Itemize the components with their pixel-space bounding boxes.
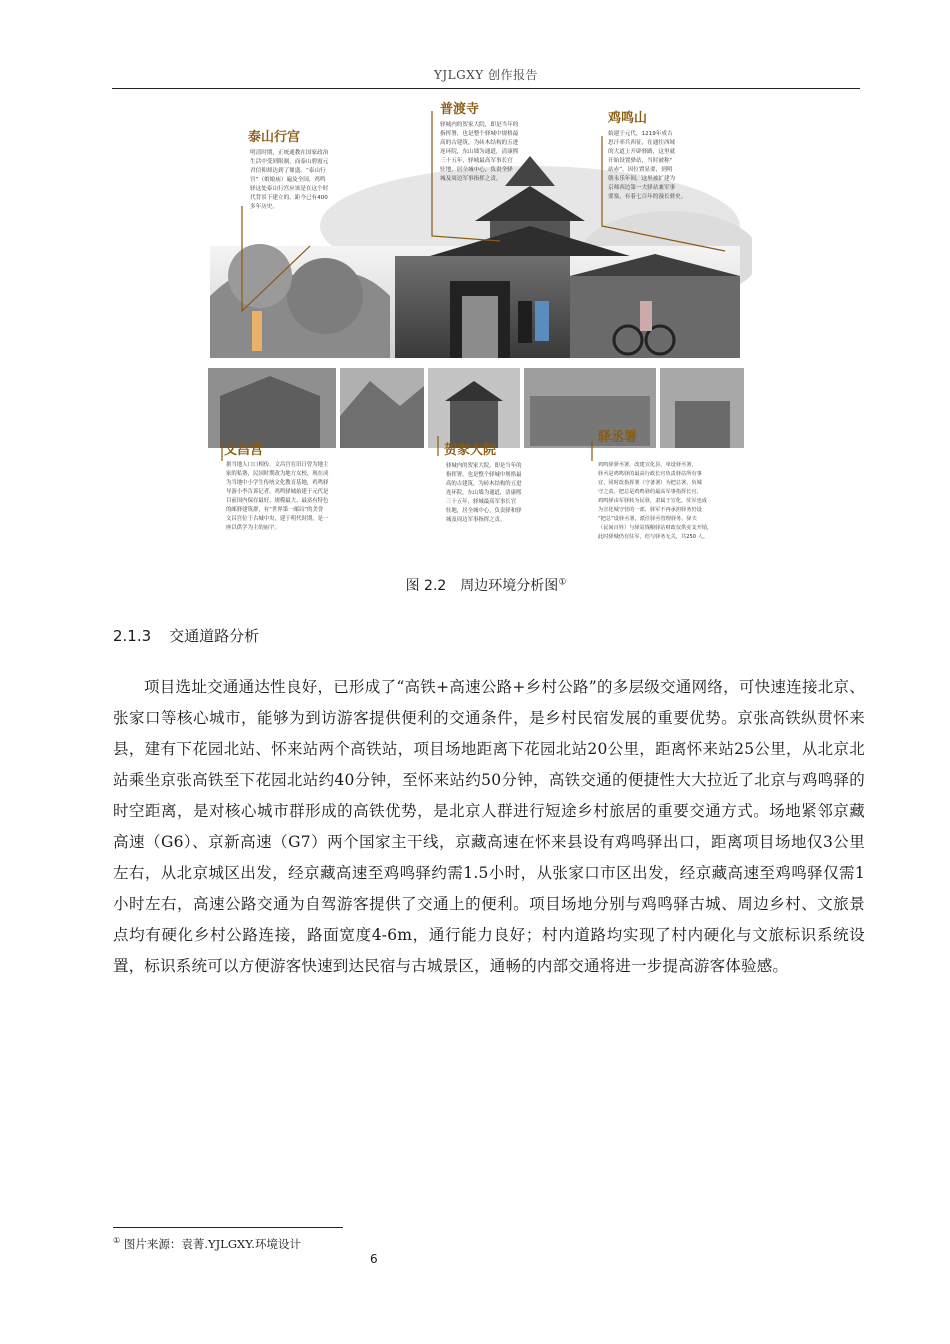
svg-text:驻地，居全城中心，负责驿和驿: 驻地，居全城中心，负责驿和驿 [446,508,522,514]
svg-text:驿丞是鸡鸣驿的最高行政长官负责驿站所有事: 驿丞是鸡鸣驿的最高行政长官负责驿站所有事 [598,471,702,477]
footnote-mark: ① [113,1236,121,1246]
figure-label-hejiadayuan [444,442,522,523]
label-title: 泰山行宫 [248,130,301,145]
svg-text:文昌宫位于古城中央，建于明代时期，是一: 文昌宫位于古城中央，建于明代时期，是一 [226,516,329,522]
svg-text:三十五年，驿城最高军事长官: 三十五年，驿城最高军事长官 [446,499,517,505]
svg-text:目前国内保存最好，规模最大、最富有特色: 目前国内保存最好，规模最大、最富有特色 [226,498,329,504]
svg-text:开始设置驿站，当时被称“: 开始设置驿站，当时被称“ [608,158,673,164]
caption-text: 图 2.2 周边环境分析图 [405,578,559,594]
svg-text:思汗率兵西征，在通往西域: 思汗率兵西征，在通往西域 [608,140,676,146]
svg-text:要塞，有着七百年的漫长驿史。: 要塞，有着七百年的漫长驿史。 [608,194,687,200]
figure-caption [112,575,860,595]
svg-text:“把总”设驿丞署，派任驿丞管理驿务、驿夫: “把总”设驿丞署，派任驿丞管理驿务、驿夫 [598,516,697,522]
svg-text:贺家大院: 贺家大院 [444,443,497,458]
svg-text:此时驿城仍有驻军，但与驿务无关，共250 人。: 此时驿城仍有驻军，但与驿务无关，共250 人。 [598,534,709,540]
svg-text:站赤”。因位置显要，到明: 站赤”。因位置显要，到明 [608,167,673,173]
body-paragraph: 项目选址交通通达性良好，已形成了“高铁+高速公路+乡村公路”的多层级交通网络，可快速连接北京、张家口等核心城市，能够为到访游客提供便利的交通条件，是乡村民宿发展的重要优势。京张高铁纵贯怀来县，建有下花园北站、怀来站两个高铁站，项目场地距离下花园北站20公里，距离怀来站25公里，从北京北站乘坐京张高铁至下花园北站约40分钟，至怀来站约50分钟，高铁交通的便捷性大大拉近了北京与鸡鸣驿的时空距离，是对核心城市群形成的高铁优势，是北京人群进行短途乡村旅居的重要交通方式。场地紧邻京藏高速（G6）、京新高速（G7）两个国家主干线，京藏高速在怀来县设有鸡鸣驿出口，距离项目场地仅3公里左右，从北京城区出发，经京藏高速至鸡鸣驿约需1.5小时，从张家口市区出发，经京藏高速至鸡鸣驿仅需1小时左右，高速公路交通为自驾游客提供了交通上的便利。项目场地分别与鸡鸣驿古城、周边乡村、文旅景点均有硬化乡村公路连接，路面宽度4-6m，通行能力良好；村内道路均实现了村内硬化与文旅标识系统设置，标识系统可以方便游客快速到达民宿与古城景区，通畅的内部交通将进一步提高游客体验感。 [113,678,865,975]
svg-text:驿城内的贺家大院，即是当年的: 驿城内的贺家大院，即是当年的 [440,122,519,128]
svg-text:守之责，把总是鸡鸣驿的最高军事指挥长官，: 守之责，把总是鸡鸣驿的最高军事指挥长官， [598,489,702,495]
svg-text:多年历史。: 多年历史。 [250,204,278,210]
svg-text:驻地，居全城中心，负责全驿: 驻地，居全城中心，负责全驿 [440,167,513,173]
svg-text:高的古建筑，为砖木结构的五进: 高的古建筑，为砖木结构的五进 [440,140,519,146]
label-text-lines [250,148,329,210]
svg-text:为当地中小学生传统文化教育基地，鸡鸣驿: 为当地中小学生传统文化教育基地，鸡鸣驿 [226,480,329,486]
page-header: YJLGXY 创作报告 [433,68,539,82]
svg-text:驿这处泰山行宫应该是在这个时: 驿这处泰山行宫应该是在这个时 [250,186,329,192]
figure-label-jimingshan [607,110,686,200]
svg-text:驿城内的贺家大院，即是当年的: 驿城内的贺家大院，即是当年的 [446,463,522,469]
section-heading [113,625,259,646]
section-title: 交通道路分析 [169,627,260,645]
svg-text:始建于元代，1219年成吉: 始建于元代，1219年成吉 [608,131,673,137]
svg-text:（民间百姓）与驿站钱粮驿站财政仅供实支开销，: （民间百姓）与驿站钱粮驿站财政仅供实支开销， [598,525,713,531]
svg-text:的邮驿建筑群，有“世界第一邮局”的美誉: 的邮驿建筑群，有“世界第一邮局”的美誉 [226,507,324,513]
svg-text:鸡鸣驿由军驿转为民驿，隶属于宣化，驻军也成: 鸡鸣驿由军驿转为民驿，隶属于宣化，驻军也成 [598,498,707,504]
svg-text:为宣化城守营的一部，驿军不再承担驿务仍设: 为宣化城守营的一部，驿军不再承担驿务仍设 [598,507,702,513]
svg-text:连环院，东山墙为通道，清康熙: 连环院，东山墙为通道，清康熙 [440,149,519,155]
svg-text:指挥署，也是整个驿城中规格最: 指挥署，也是整个驿城中规格最 [446,472,522,478]
thumbnail-photos [208,368,744,448]
section-number: 2.1.3 [113,627,152,645]
footnote [113,1236,301,1252]
header-rule [112,88,860,89]
svg-text:京师西边第一大驿站兼军事: 京师西边第一大驿站兼军事 [608,185,676,191]
svg-text:朝永乐年间，这里被扩建为: 朝永乐年间，这里被扩建为 [608,176,676,182]
svg-text:鸡鸣驿驿丞署，改建宣化县，单设驿丞署，: 鸡鸣驿驿丞署，改建宣化县，单设驿丞署， [598,462,697,468]
figure-illustration [200,96,752,554]
figure-label-taishan [248,129,329,210]
svg-text:导游小李告诉记者，鸡鸣驿城始建于元代是: 导游小李告诉记者，鸡鸣驿城始建于元代是 [226,489,329,495]
svg-text:宜，同时改指挥署（守备署）为把总署，负城: 宜，同时改指挥署（守备署）为把总署，负城 [598,480,702,486]
page-number: 6 [370,1252,378,1266]
caption-footnote-mark[interactable]: ① [558,577,567,588]
svg-text:宫”（娘娘庙）遍及全国，鸡鸣: 宫”（娘娘庙）遍及全国，鸡鸣 [250,177,326,183]
footnote-rule [113,1227,343,1228]
svg-text:据当地人口口相传，文昌宫在旧日曾为地主: 据当地人口口相传，文昌宫在旧日曾为地主 [226,462,329,468]
footnote-text: 图片来源：袁菁.YJLGXY.环境设计 [123,1237,301,1251]
figure-label-wenchanggong [224,442,329,531]
svg-text:座以供学为主的庙宇。: 座以供学为主的庙宇。 [226,525,280,531]
environment-analysis-figure [200,96,752,554]
svg-text:驿丞署: 驿丞署 [598,430,638,445]
svg-text:城及周边军事指挥之责。: 城及周边军事指挥之责。 [440,176,502,182]
svg-text:鸡鸣山: 鸡鸣山 [608,111,648,126]
svg-text:代背景下建立的，距今已有400: 代背景下建立的，距今已有400 [250,195,328,201]
svg-text:家的私塾，民国时期改为地方女校，现在成: 家的私塾，民国时期改为地方女校，现在成 [226,471,329,477]
svg-text:生活中受到限制，而泰山碧霞元: 生活中受到限制，而泰山碧霞元 [250,159,329,165]
figure-label-pudusi [440,101,519,182]
svg-text:文昌宫: 文昌宫 [224,443,264,458]
svg-text:君信仰却达到了鼎盛。“泰山行: 君信仰却达到了鼎盛。“泰山行 [250,168,326,174]
svg-text:普渡寺: 普渡寺 [440,102,480,117]
svg-text:连环院，东山墙为通道，清康熙: 连环院，东山墙为通道，清康熙 [446,490,522,496]
svg-text:城及周边军事指挥之责。: 城及周边军事指挥之责。 [446,517,506,523]
svg-text:高的古建筑，为砖木结构的五进: 高的古建筑，为砖木结构的五进 [446,481,522,487]
svg-text:明清时期，正统通教在国家政治: 明清时期，正统通教在国家政治 [250,150,329,156]
svg-text:的大道上开辟驿路，这里就: 的大道上开辟驿路，这里就 [608,149,676,155]
svg-text:三十五年，驿城最高军事长官: 三十五年，驿城最高军事长官 [440,158,513,164]
svg-text:指挥署，也是整个驿城中规格最: 指挥署，也是整个驿城中规格最 [440,131,519,137]
